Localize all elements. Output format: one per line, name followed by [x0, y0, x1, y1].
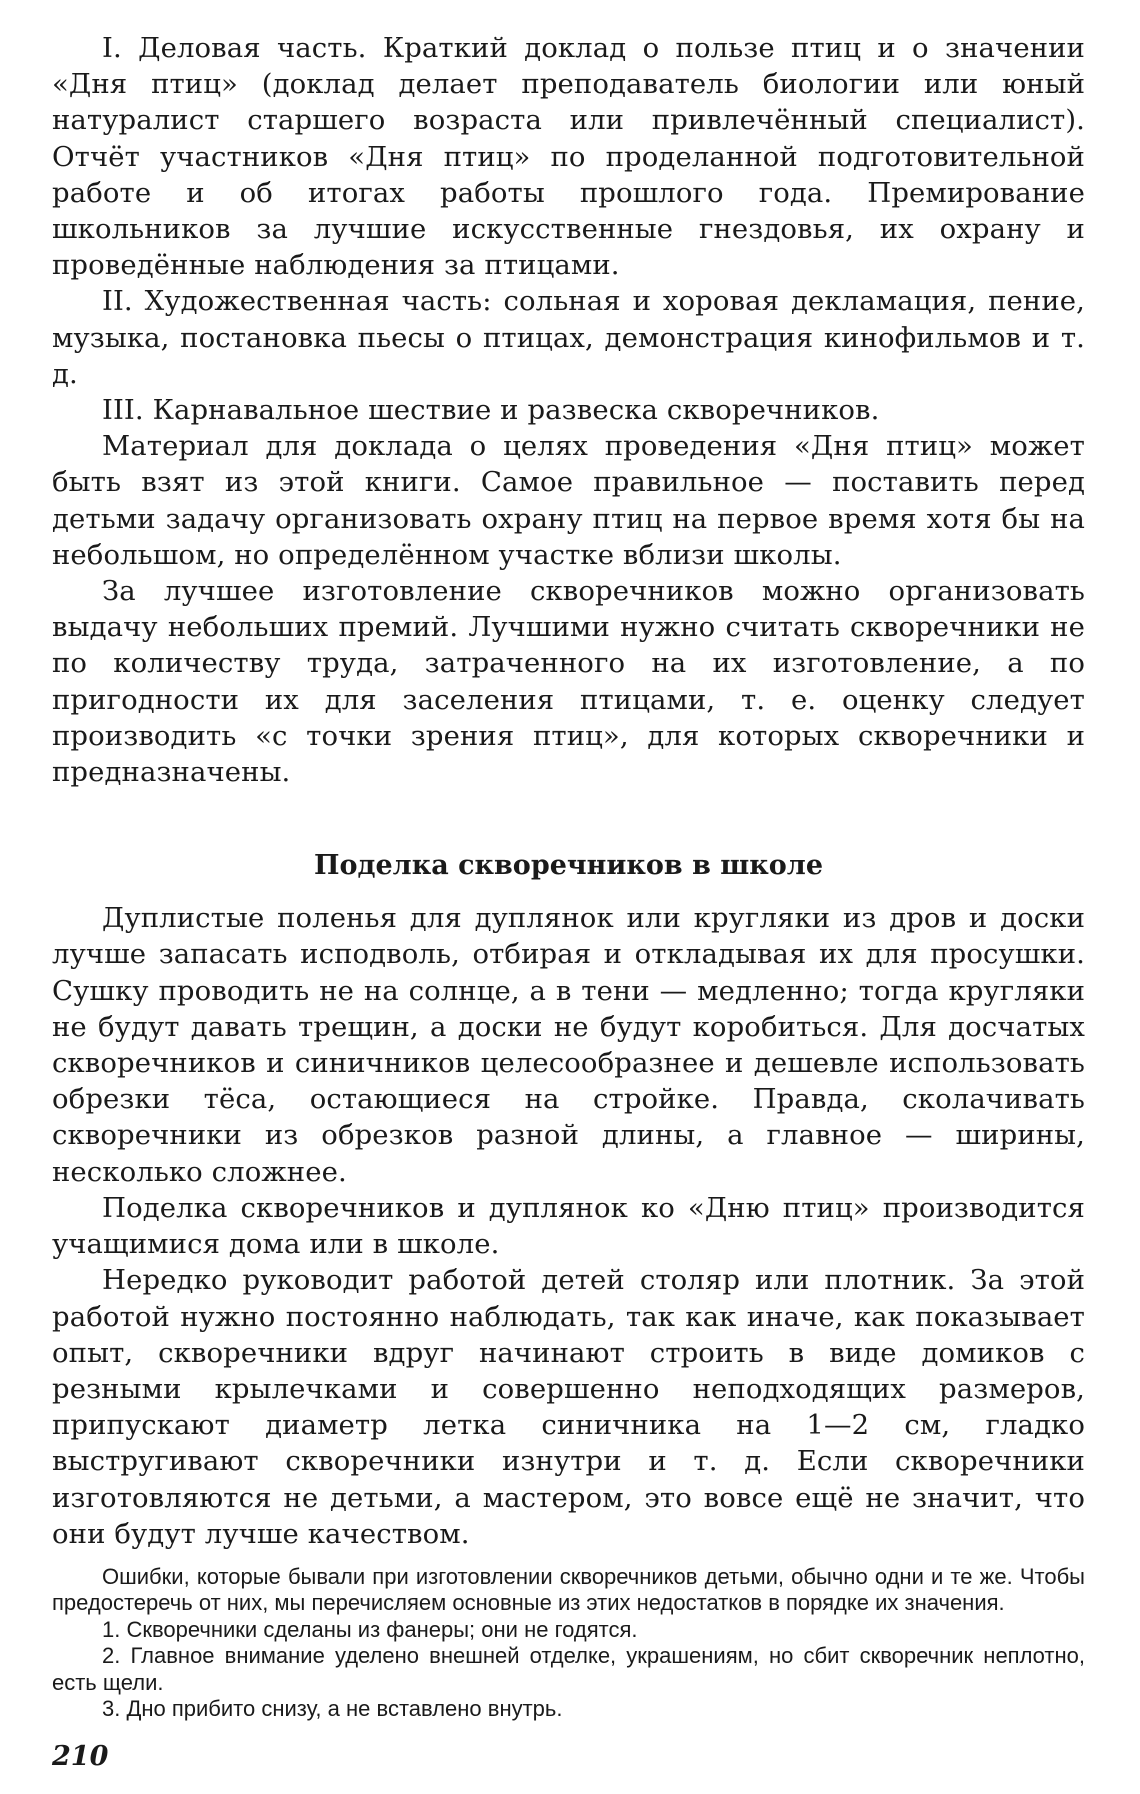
paragraph-supervision: Нередко руководит работой детей столяр или плотник. За этой работой нужно постоянно наблюдать, так как иначе, как показывает опыт, скворечники вдруг начинают строить в виде домиков с резными крылечками и совершенно неподходящих размеров, припускают диаметр летка синичника на 1—2 см, гладко выстругивают скворечники изнутри и т. д. Если скворечники изготовляются не детьми, а мастером, это вовсе ещё не значит, что они будут лучше качеством.	[52, 1264, 1085, 1550]
notes-intro: Ошибки, которые бывали при изготовлении скворечников детьми, обычно одни и те же. Чтобы предостеречь от них, мы перечисляем основные из этих недостатков в порядке их значения.	[52, 1563, 1085, 1616]
paragraph-carnival: III. Карнавальное шествие и развеска скворечников.	[102, 394, 880, 427]
paragraph-materials: Дуплистые поленья для дуплянок или кругляки из дров и доски лучше запасать исподволь, отбирая и откладывая их для просушки. Сушку проводить не на солнце, а в тени — медленно; тогда кругляки не будут давать трещин, а доски не будут коробиться. Для досчатых скворечников и синичников целесообразнее и дешевле использовать обрезки тёса, остающиеся на стройке. Правда, сколачивать скворечники из обрезков разной длины, а главное — ширины, несколько сложнее.	[52, 902, 1085, 1188]
paragraph-artistic-part: II. Художественная часть: сольная и хоровая декламация, пение, музыка, постановка пьесы о птицах, демонстрация кинофильмов и т. д.	[52, 285, 1085, 390]
section-heading: Поделка скворечников в школе	[314, 850, 823, 882]
notes-item: 1. Скворечники сделаны из фанеры; они не годятся.	[102, 1616, 638, 1642]
paragraph-business-part: I. Деловая часть. Краткий доклад о пользе птиц и о значении «Дня птиц» (доклад делает преподаватель биологии или юный натуралист старшего возраста или привлечённый специалист). Отчёт участников «Дня птиц» по проделанной подготовительной работе и об итогах работы прошлого года. Премирование школьников за лучшие искусственные гнездовья, их охрану и проведённые наблюдения за птицами.	[52, 32, 1085, 282]
notes-block	[52, 1564, 1085, 1723]
notes-item: 2. Главное внимание уделено внешней отделке, украшениям, но сбит скворечник неплотно, есть щели.	[52, 1643, 1085, 1695]
paragraph-prizes: За лучшее изготовление скворечников можно организовать выдачу небольших премий. Лучшими нужно считать скворечники не по количеству труда, затраченного на их изготовление, а по пригодности их для заселения птицами, т. е. оценку следует производить «с точки зрения птиц», для которых скворечники и предназначены.	[52, 575, 1085, 789]
paragraph-making-location: Поделка скворечников и дуплянок ко «Дню птиц» производится учащимися дома или в школе.	[52, 1191, 1085, 1261]
page-number: 210	[52, 1740, 109, 1772]
paragraph-report-material: Материал для доклада о целях проведения «Дня птиц» может быть взят из этой книги. Самое правильное — поставить перед детьми задачу организовать охрану птиц на первое время хотя бы на небольшом, но определённом участке вблизи школы.	[52, 430, 1085, 571]
book-page	[52, 30, 1085, 1772]
notes-item: 3. Дно прибито снизу, а не вставлено внутрь.	[102, 1696, 563, 1722]
